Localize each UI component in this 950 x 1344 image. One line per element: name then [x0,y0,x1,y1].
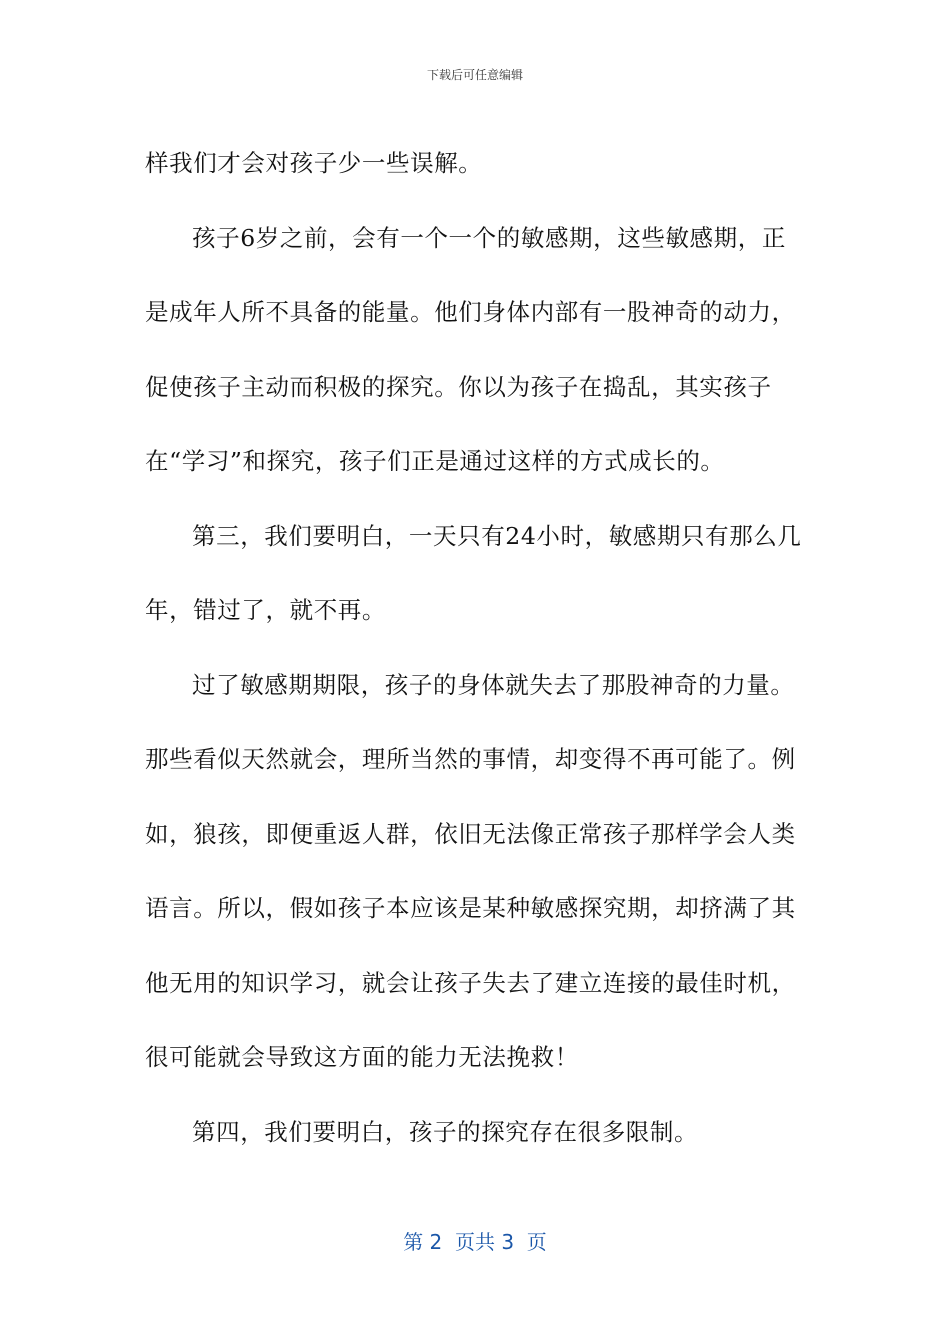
paragraph-2: 孩子6岁之前，会有一个一个的敏感期，这些敏感期，正是成年人所不具备的能量。他们身体内部有一股神奇的动力，促使孩子主动而积极的探究。你以为孩子在捣乱，其实孩子在“学习”和探究，孩子们正是通过这样的方式成长的。 [145,223,796,475]
document-body [145,126,805,1169]
paragraph-5: 第四，我们要明白，孩子的探究存在很多限制。 [192,1117,699,1146]
page-header: 下载后可任意编辑 [426,68,523,82]
paragraph-1: 样我们才会对孩子少一些误解。 [145,149,483,177]
page-footer: 第 2 页共 3 页 [403,1230,547,1254]
paragraph-4: 过了敏感期期限，孩子的身体就失去了那股神奇的力量。那些看似天然就会，理所当然的事情，却变得不再可能了。例如，狼孩，即便重返人群，依旧无法像正常孩子那样学会人类语言。所以，假如孩子本应该是某种敏感探究期，却挤满了其他无用的知识学习，就会让孩子失去了建立连接的最佳时机，很可能就会导致这方面的能力无法挽救！ [145,670,796,1071]
paragraph-3: 第三，我们要明白，一天只有24小时，敏感期只有那么几年，错过了，就不再。 [145,521,802,624]
